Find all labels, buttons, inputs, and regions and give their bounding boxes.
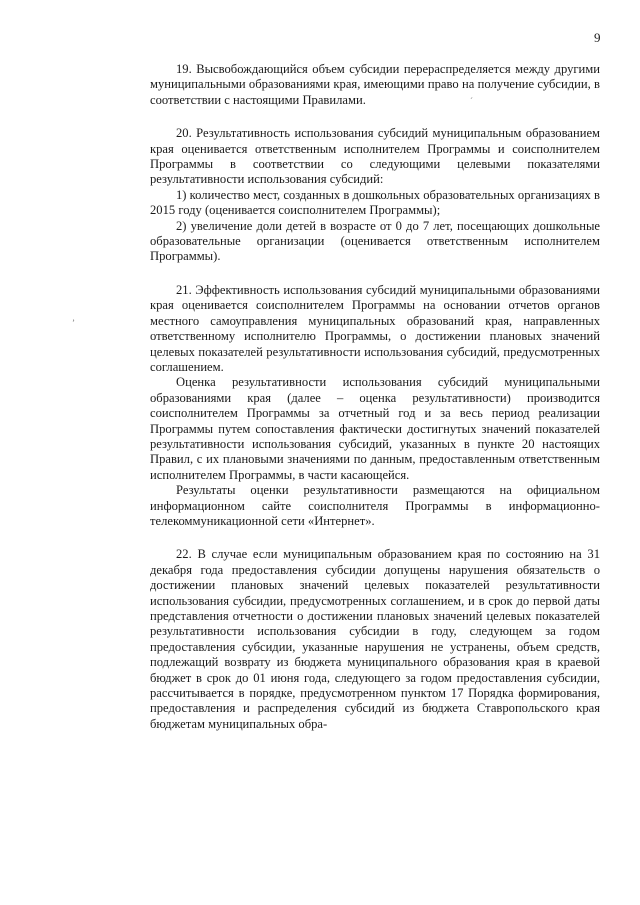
paragraph-22: 22. В случае если муниципальным образованием края по состоянию на 31 декабря года предоставления субсидии допущены нарушения обязательств о достижении плановых значений целевых показателей результативности использования субсидии, предусмотренных соглашением, и в срок до первой даты представления отчетности о достижении плановых значений целевых показателей результативности использования субсидии в году, следующем за годом предоставления субсидии, указанные нарушения не устранены, объем средств, подлежащий возврату из бюджета муниципального образования края в краевой бюджет в срок до 01 июня года, следующего за годом предоставления субсидии, рассчитывается в порядке, предусмотренном пунктом 17 Порядка формирования, предоставления и распределения субсидий из бюджета Ставропольского края бюджетам муниципальных обра-: [150, 547, 600, 731]
paragraph-21-results: Результаты оценки результативности размещаются на официальном информационном сайте соисполнителя Программы в информационно-телекоммуникационной сети «Интернет».: [150, 483, 600, 528]
paragraph-21-evaluation: Оценка результативности использования субсидий муниципальными образованиями края (далее – оценка результативности) производится соисполнителем Программы за отчетный год и за весь период реализации Программы путем сопоставления фактически достигнутых значений показателей результативности использования субсидий, указанных в пункте 20 настоящих Правил, с их плановыми значениями по данным, предоставленным ответственным исполнителем Программы, в части касающейся.: [150, 375, 600, 482]
paragraph-20: 20. Результативность использования субсидий муниципальным образованием края оценивается ответственным исполнителем Программы и соисполнителем Программы в соответствии со следующими целевыми показателями результативности использования субсидий:: [150, 126, 600, 187]
paragraph-20-item-2: 2) увеличение доли детей в возрасте от 0 до 7 лет, посещающих дошкольные образовательные организации (оценивается ответственным исполнителем Программы).: [150, 218, 600, 264]
paragraph-21: 21. Эффективность использования субсидий муниципальными образованиями края оценивается соисполнителем Программы на основании отчетов органов местного самоуправления муниципальных образований края, направленных ответственному исполнителю Программы, о достижении плановых значений целевых показателей результативности использования субсидий, предусмотренных соглашением.: [150, 282, 600, 374]
page-number: 9: [594, 30, 601, 45]
paragraph-19: 19. Высвобождающийся объем субсидии перераспределяется между другими муниципальными образованиями края, имеющими право на получение субсидии, в соответствии с настоящими Правилами.: [150, 62, 600, 107]
margin-mark: ´: [470, 96, 473, 106]
document-body: [150, 62, 600, 732]
margin-mark: ’: [72, 318, 75, 328]
paragraph-20-item-1: 1) количество мест, созданных в дошкольных образовательных организациях в 2015 году (оценивается соисполнителем Программы);: [150, 187, 600, 218]
